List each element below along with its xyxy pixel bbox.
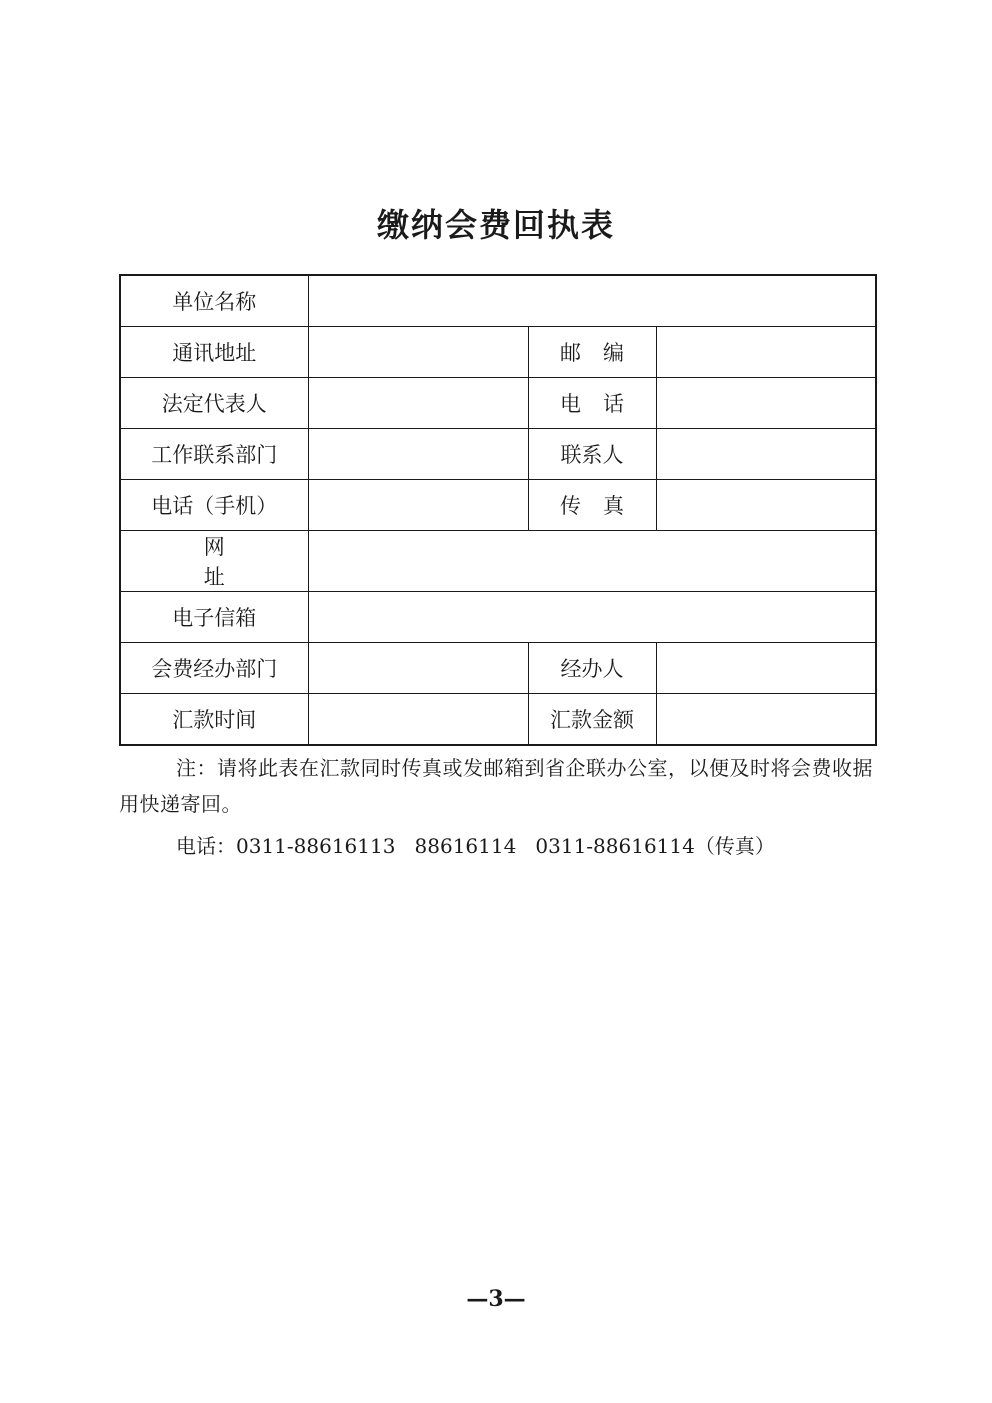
field-contact-department[interactable] <box>308 429 528 480</box>
table-row <box>120 378 876 429</box>
label-mobile: 电话（手机） <box>120 480 308 531</box>
field-email[interactable] <box>308 592 876 643</box>
field-remittance-time[interactable] <box>308 694 528 746</box>
field-website[interactable] <box>308 531 876 592</box>
field-legal-representative[interactable] <box>308 378 528 429</box>
field-remittance-amount[interactable] <box>656 694 876 746</box>
field-address[interactable] <box>308 327 528 378</box>
field-fax[interactable] <box>656 480 876 531</box>
table-row <box>120 480 876 531</box>
note-text: 注：请将此表在汇款同时传真或发邮箱到省企联办公室，以便及时将会费收据用快递寄回。 <box>119 756 873 816</box>
table-row <box>120 531 876 592</box>
label-email: 电子信箱 <box>120 592 308 643</box>
table-row <box>120 694 876 746</box>
label-fax: 传真 <box>528 480 656 531</box>
label-fee-department: 会费经办部门 <box>120 643 308 694</box>
field-phone[interactable] <box>656 378 876 429</box>
label-remittance-amount: 汇款金额 <box>528 694 656 746</box>
field-handler[interactable] <box>656 643 876 694</box>
label-legal-representative: 法定代表人 <box>120 378 308 429</box>
field-mobile[interactable] <box>308 480 528 531</box>
document-title: 缴纳会费回执表 <box>376 206 615 244</box>
field-fee-department[interactable] <box>308 643 528 694</box>
label-contact-person: 联系人 <box>528 429 656 480</box>
table-row <box>120 643 876 694</box>
field-postcode[interactable] <box>656 327 876 378</box>
table-row <box>120 275 876 327</box>
label-handler: 经办人 <box>528 643 656 694</box>
table-row <box>120 429 876 480</box>
label-address: 通讯地址 <box>120 327 308 378</box>
label-postcode: 邮编 <box>528 327 656 378</box>
receipt-form-table <box>119 274 877 746</box>
page-number: —3— <box>466 1286 526 1312</box>
label-phone: 电话 <box>528 378 656 429</box>
field-unit-name[interactable] <box>308 275 876 327</box>
field-contact-person[interactable] <box>656 429 876 480</box>
label-website: 网址 <box>120 531 308 592</box>
label-remittance-time: 汇款时间 <box>120 694 308 746</box>
label-contact-department: 工作联系部门 <box>120 429 308 480</box>
label-unit-name: 单位名称 <box>120 275 308 327</box>
contact-phone-text: 电话：0311-88616113 88616114 0311-88616114（传真） <box>176 834 775 858</box>
table-row <box>120 327 876 378</box>
table-row <box>120 592 876 643</box>
